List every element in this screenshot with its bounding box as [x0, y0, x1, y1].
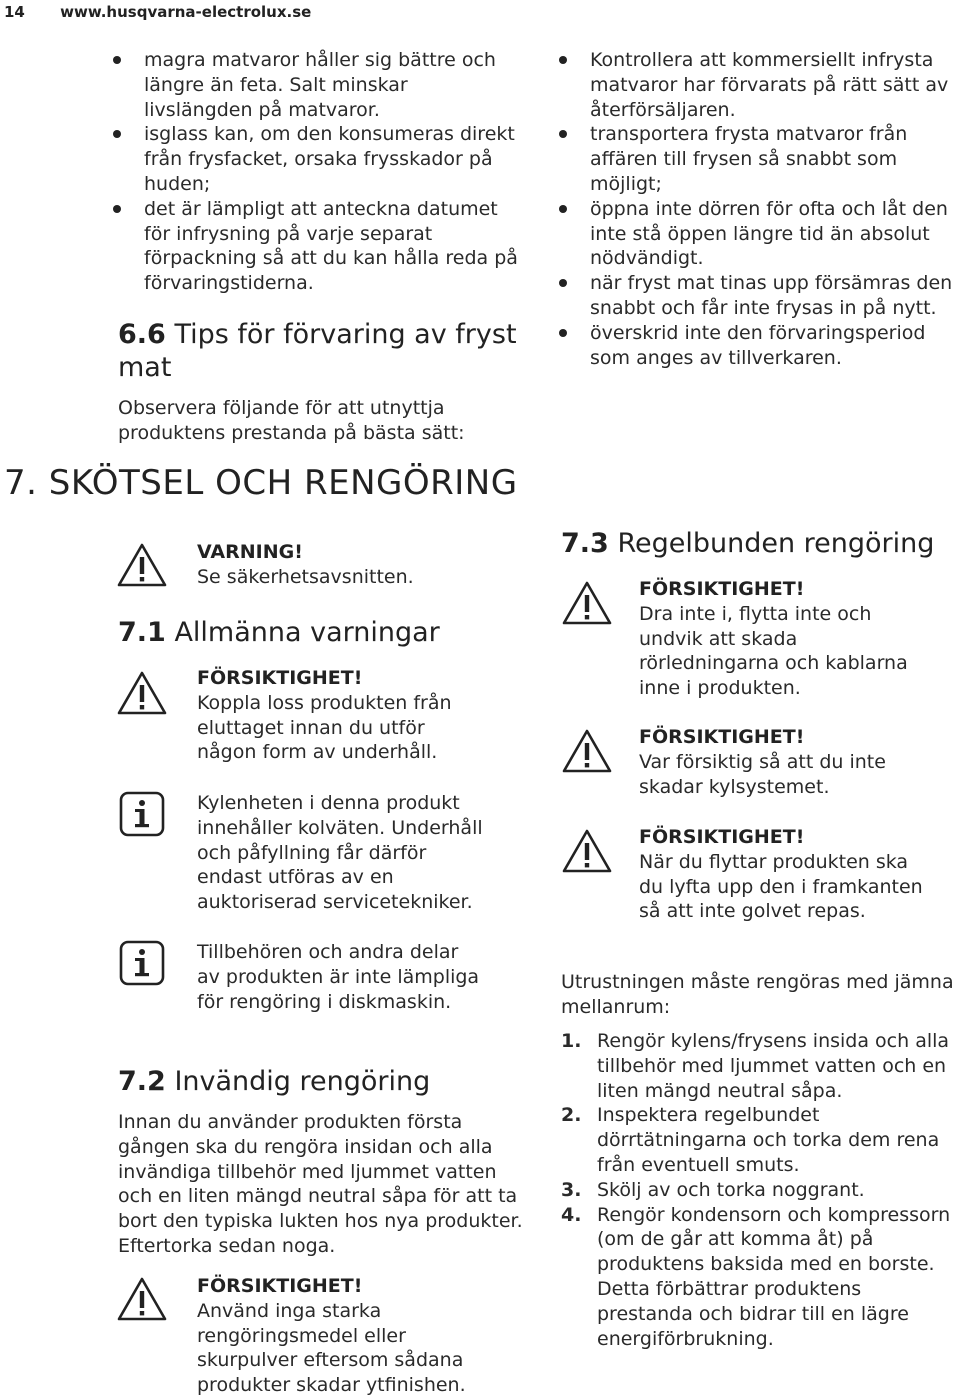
warning-triangle-icon: [116, 1276, 168, 1322]
step-number: 1.: [561, 1030, 582, 1052]
step-number: 2.: [561, 1104, 582, 1127]
warning-triangle-icon: [561, 728, 613, 774]
list-item: [561, 1029, 960, 1103]
section-number: 6.6: [118, 319, 166, 350]
list-item: [561, 1103, 960, 1177]
warning-text: Se säkerhetsavsnitten.: [197, 565, 414, 588]
section-title: Regelbunden rengöring: [617, 528, 935, 559]
step-text: Rengör kylens/frysens insida och alla tillbehör med ljummet vatten och en liten mängd neutral såpa.: [597, 1030, 950, 1102]
caution-label: FÖRSIKTIGHET!: [639, 826, 805, 848]
left-top-bullet-list: [110, 48, 520, 296]
section-7-1-heading: [118, 616, 518, 649]
section-number: 7.3: [561, 528, 609, 559]
caution-text: Var försiktig så att du inte skadar kylsystemet.: [639, 750, 886, 798]
step-note: Detta förbättrar produktens prestanda och bidrar till en lägre energiförbrukning.: [597, 1277, 909, 1350]
warning-label: VARNING!: [197, 541, 303, 563]
site-url: www.husqvarna-electrolux.se: [60, 3, 312, 21]
caution-block: [197, 1274, 482, 1398]
step-text: Skölj av och torka noggrant.: [597, 1178, 865, 1201]
section-title: Allmänna varningar: [174, 617, 440, 648]
right-top-bullet-list: [556, 48, 960, 370]
caution-text: Använd inga starka rengöringsmedel eller skurpulver eftersom sådana produkter skadar ytfinishen.: [197, 1299, 466, 1397]
list-item: isglass kan, om den konsumeras direkt från frysfacket, orsaka frysskador på huden;: [110, 122, 520, 196]
list-item: när fryst mat tinas upp försämras den snabbt och får inte frysas in på nytt.: [556, 271, 960, 321]
caution-label: FÖRSIKTIGHET!: [197, 667, 363, 689]
section-title-continued: mat: [118, 352, 172, 383]
list-item: magra matvaror håller sig bättre och längre än feta. Salt minskar livslängden på matvaror.: [110, 48, 520, 122]
step-text: Rengör kondensorn och kompressorn (om de går att komma åt) på produktens baksida med en borste.: [597, 1203, 951, 1276]
warning-triangle-icon: [116, 542, 168, 588]
list-item: transportera frysta matvaror från affären till frysen så snabbt som möjligt;: [556, 122, 960, 196]
list-item: öppna inte dörren för ofta och låt den inte stå öppen längre tid än absolut nödvändigt.: [556, 197, 960, 271]
caution-block: [639, 725, 909, 799]
caution-label: FÖRSIKTIGHET!: [639, 726, 805, 748]
warning-triangle-icon: [116, 670, 168, 716]
section-6-6-heading: [118, 318, 528, 384]
section-7-3-intro: Utrustningen måste rengöras med jämna mellanrum:: [561, 971, 954, 1018]
page-header: [4, 2, 311, 22]
list-item: Kontrollera att kommersiellt infrysta matvaror har förvarats på rätt sätt av återförsäljaren.: [556, 48, 960, 122]
warning-block: [197, 540, 517, 590]
section-6-6-intro: Observera följande för att utnyttja produktens prestanda på bästa sätt:: [118, 397, 465, 444]
info-text: Tillbehören och andra delar av produkten är inte lämpliga för rengöring i diskmaskin.: [197, 941, 480, 1013]
info-text: Kylenheten i denna produkt innehåller kolväten. Underhåll och påfyllning får därför endast utföras av en auktoriserad servicetekniker.: [197, 792, 483, 914]
section-title: Invändig rengöring: [174, 1066, 431, 1097]
caution-block: [639, 825, 929, 924]
info-icon: [119, 940, 165, 986]
list-item: [561, 1178, 960, 1203]
section-number: 7.1: [118, 617, 166, 648]
section-number: 7.2: [118, 1066, 166, 1097]
warning-triangle-icon: [561, 580, 613, 626]
caution-text: Koppla loss produkten från eluttaget innan du utför någon form av underhåll.: [197, 691, 452, 764]
step-number: 3.: [561, 1178, 582, 1201]
section-title: Tips för förvaring av fryst: [174, 319, 517, 350]
cleaning-steps-list: [561, 1029, 960, 1351]
section-7-2-heading: [118, 1065, 518, 1098]
list-item: det är lämpligt att anteckna datumet för infrysning på varje separat förpackning så att du kan hålla reda på förvaringstiderna.: [110, 197, 520, 296]
section-7-3-heading: [561, 527, 960, 560]
page-number: 14: [4, 3, 25, 21]
caution-text: Dra inte i, flytta inte och undvik att skada rörledningarna och kablarna inne i produkten.: [639, 602, 908, 700]
chapter-7-heading: 7. SKÖTSEL OCH RENGÖRING: [4, 463, 518, 503]
warning-triangle-icon: [561, 828, 613, 874]
caution-block: [639, 577, 929, 701]
caution-label: FÖRSIKTIGHET!: [639, 578, 805, 600]
section-7-2-body: Innan du använder produkten första gången ska du rengöra insidan och alla invändiga tillbehör med ljummet vatten och en liten mängd neutral såpa för att ta bort den typiska lukten hos nya produkter. Eftertorka sedan noga.: [118, 1111, 523, 1257]
caution-block: [197, 666, 487, 765]
list-item: överskrid inte den förvaringsperiod som anges av tillverkaren.: [556, 321, 960, 371]
step-text: Inspektera regelbundet dörrtätningarna och torka dem rena från eventuell smuts.: [597, 1104, 940, 1176]
list-item: [561, 1203, 960, 1352]
info-icon: [119, 791, 165, 837]
caution-label: FÖRSIKTIGHET!: [197, 1275, 363, 1297]
caution-text: När du flyttar produkten ska du lyfta upp den i framkanten så att inte golvet repas.: [639, 850, 923, 923]
step-number: 4.: [561, 1203, 582, 1226]
